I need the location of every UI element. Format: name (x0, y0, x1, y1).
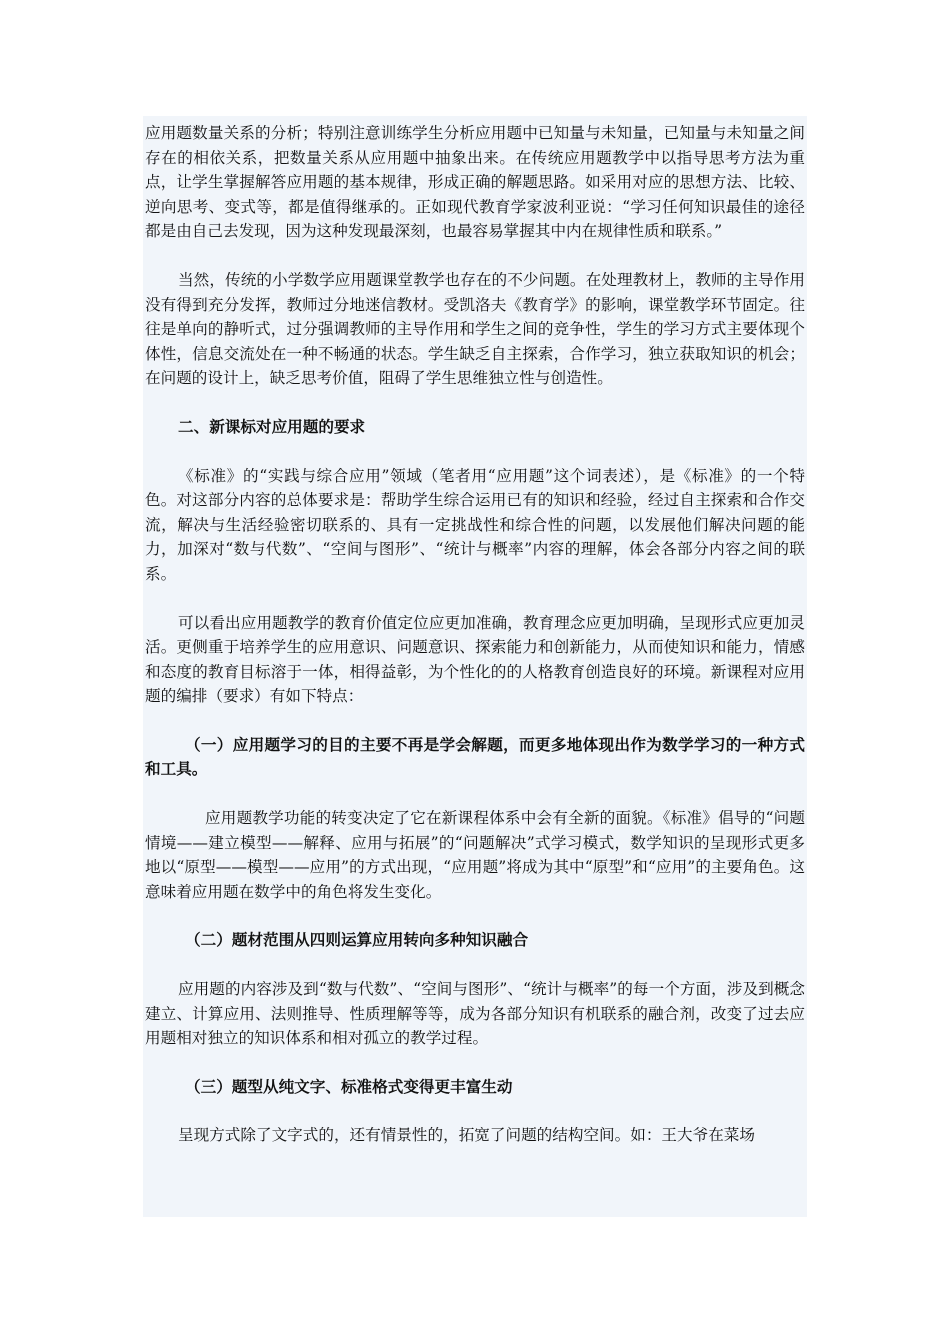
paragraph-content-scope: 应用题的内容涉及到“数与代数”、“空间与图形”、“统计与概率”的每一个方面，涉及到概念建立、计算应用、法则推导、性质理解等等，成为各部分知识有机联系的融合剂，改变了过去应用题相对独立的知识体系和相对孤立的教学过程。 (145, 980, 805, 1048)
paragraph-analysis: 应用题数量关系的分析；特别注意训练学生分析应用题中已知量与未知量，已知量与未知量之间存在的相依关系，把数量关系从应用题中抽象出来。在传统应用题教学中以指导思考方法为重点，让学生掌握解答应用题的基本规律，形成正确的解题思路。如采用对应的思想方法、比较、逆向思考、变式等，都是值得继承的。正如现代教育学家波利亚说：“学习任何知识最佳的途径都是由自己去发现，因为这种发现最深刻，也最容易掌握其中内在规律性质和联系。” (145, 124, 805, 241)
paragraph-education-value: 可以看出应用题教学的教育价值定位应更加准确，教育理念应更加明确，呈现形式应更加灵活。更侧重于培养学生的应用意识、问题意识、探索能力和创新能力，从而使知识和能力，情感和态度的教育目标溶于一体，相得益彰，为个性化的的人格教育创造良好的环境。新课程对应用题的编排（要求）有如下特点： (145, 613, 805, 706)
subheading-2: （二）题材范围从四则运算应用转向多种知识融合 (185, 930, 529, 950)
document-body (143, 116, 807, 1217)
paragraph-standard: 《标准》的“实践与综合应用”领域（笔者用“应用题”这个词表述），是《标准》的一个特色。对这部分内容的总体要求是：帮助学生综合运用已有的知识和经验，经过自主探索和合作交流，解决与生活经验密切联系的、具有一定挑战性和综合性的问题，以发展他们解决问题的能力，加深对“数与代数”、“空间与图形”、“统计与概率”内容的理解，体会各部分内容之间的联系。 (145, 466, 805, 583)
paragraph-presentation: 呈现方式除了文字式的，还有情景性的，拓宽了问题的结构空间。如：王大爷在菜场 (178, 1126, 755, 1145)
subheading-3: （三）题型从纯文字、标准格式变得更丰富生动 (185, 1076, 513, 1096)
paragraph-traditional-problems: 当然，传统的小学数学应用题课堂教学也存在的不少问题。在处理教材上，教师的主导作用没有得到充分发挥，教师过分地迷信教材。受凯洛夫《教育学》的影响，课堂教学环节固定。往往是单向的静听式，过分强调教师的主导作用和学生之间的竞争性，学生的学习方式主要体现个体性，信息交流处在一种不畅通的状态。学生缺乏自主探索，合作学习，独立获取知识的机会；在问题的设计上，缺乏思考价值，阻碍了学生思维独立性与创造性。 (145, 270, 805, 388)
paragraph-function-change: 应用题教学功能的转变决定了它在新课程体系中会有全新的面貌。《标准》倡导的“问题情境——建立模型——解释、应用与拓展”的“问题解决”式学习模式，数学知识的呈现形式更多地以“原型——模型——应用”的方式出现，“应用题”将成为其中“原型”和“应用”的主要角色。这意味着应用题在数学中的角色将发生变化。 (145, 809, 805, 901)
subheading-1: （一）应用题学习的目的主要不再是学会解题，而更多地体现出作为数学学习的一种方式和工具。 (145, 734, 805, 779)
section-heading-2: 二、新课标对应用题的要求 (178, 416, 366, 436)
